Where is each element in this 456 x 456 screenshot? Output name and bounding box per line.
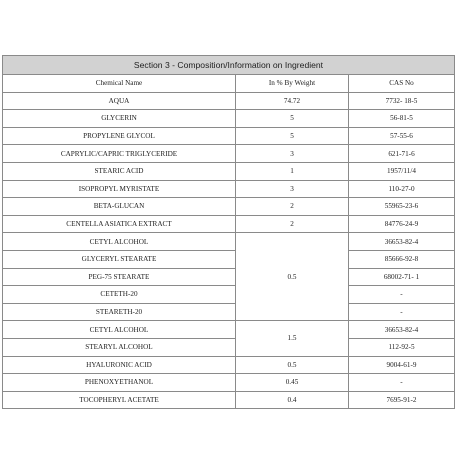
chemical-name-cell: PROPYLENE GLYCOL — [3, 127, 236, 145]
cas-cell: 112-92-5 — [349, 338, 455, 356]
table-row — [3, 110, 455, 128]
composition-table — [2, 55, 455, 409]
table-row — [3, 198, 455, 216]
table-row — [3, 391, 455, 409]
percent-cell: 1 — [236, 162, 349, 180]
cas-cell: 36653-82-4 — [349, 321, 455, 339]
cas-cell: - — [349, 374, 455, 392]
chemical-name-cell: STEARIC ACID — [3, 162, 236, 180]
cas-cell: 84776-24-9 — [349, 215, 455, 233]
percent-cell: 0.4 — [236, 391, 349, 409]
percent-cell: 3 — [236, 145, 349, 163]
table-row — [3, 180, 455, 198]
chemical-name-cell: PHENOXYETHANOL — [3, 374, 236, 392]
merged-percent-cell: 0.5 — [236, 233, 349, 321]
percent-cell: 2 — [236, 198, 349, 216]
percent-cell: 74.72 — [236, 92, 349, 110]
column-header-row — [3, 75, 455, 93]
table-row — [3, 162, 455, 180]
header-percent-by-weight: In % By Weight — [236, 75, 349, 93]
table-row — [3, 286, 455, 304]
table-row — [3, 321, 455, 339]
chemical-name-cell: CENTELLA ASIATICA EXTRACT — [3, 215, 236, 233]
chemical-name-cell: CETETH-20 — [3, 286, 236, 304]
table-row — [3, 215, 455, 233]
table-row — [3, 233, 455, 251]
section-title: Section 3 - Composition/Information on Ingredient — [3, 56, 455, 75]
cas-cell: 7732- 18-5 — [349, 92, 455, 110]
chemical-name-cell: BETA-GLUCAN — [3, 198, 236, 216]
cas-cell: 110-27-0 — [349, 180, 455, 198]
chemical-name-cell: CETYL ALCOHOL — [3, 233, 236, 251]
table-row — [3, 250, 455, 268]
table-row — [3, 127, 455, 145]
table-row — [3, 356, 455, 374]
cas-cell: 55965-23-6 — [349, 198, 455, 216]
percent-cell: 3 — [236, 180, 349, 198]
chemical-name-cell: GLYCERYL STEARATE — [3, 250, 236, 268]
cas-cell: 621-71-6 — [349, 145, 455, 163]
composition-sheet — [2, 55, 454, 409]
cas-cell: 85666-92-8 — [349, 250, 455, 268]
cas-cell: 9004-61-9 — [349, 356, 455, 374]
cas-cell: 7695-91-2 — [349, 391, 455, 409]
chemical-name-cell: CAPRYLIC/CAPRIC TRIGLYCERIDE — [3, 145, 236, 163]
chemical-name-cell: PEG-75 STEARATE — [3, 268, 236, 286]
percent-cell: 2 — [236, 215, 349, 233]
cas-cell: 1957/11/4 — [349, 162, 455, 180]
cas-cell: 36653-82-4 — [349, 233, 455, 251]
section-header-row — [3, 56, 455, 75]
chemical-name-cell: AQUA — [3, 92, 236, 110]
percent-cell: 0.45 — [236, 374, 349, 392]
table-row — [3, 303, 455, 321]
table-row — [3, 338, 455, 356]
table-row — [3, 145, 455, 163]
percent-cell: 5 — [236, 110, 349, 128]
percent-cell: 5 — [236, 127, 349, 145]
table-row — [3, 92, 455, 110]
cas-cell: 56-81-5 — [349, 110, 455, 128]
chemical-name-cell: GLYCERIN — [3, 110, 236, 128]
header-cas-no: CAS No — [349, 75, 455, 93]
cas-cell: - — [349, 286, 455, 304]
merged-percent-cell: 1.5 — [236, 321, 349, 356]
chemical-name-cell: TOCOPHERYL ACETATE — [3, 391, 236, 409]
percent-cell: 0.5 — [236, 356, 349, 374]
chemical-name-cell: HYALURONIC ACID — [3, 356, 236, 374]
chemical-name-cell: ISOPROPYL MYRISTATE — [3, 180, 236, 198]
chemical-name-cell: CETYL ALCOHOL — [3, 321, 236, 339]
chemical-name-cell: STEARETH-20 — [3, 303, 236, 321]
cas-cell: - — [349, 303, 455, 321]
table-row — [3, 268, 455, 286]
cas-cell: 68002-71- 1 — [349, 268, 455, 286]
header-chemical-name: Chemical Name — [3, 75, 236, 93]
table-row — [3, 374, 455, 392]
chemical-name-cell: STEARYL ALCOHOL — [3, 338, 236, 356]
cas-cell: 57-55-6 — [349, 127, 455, 145]
